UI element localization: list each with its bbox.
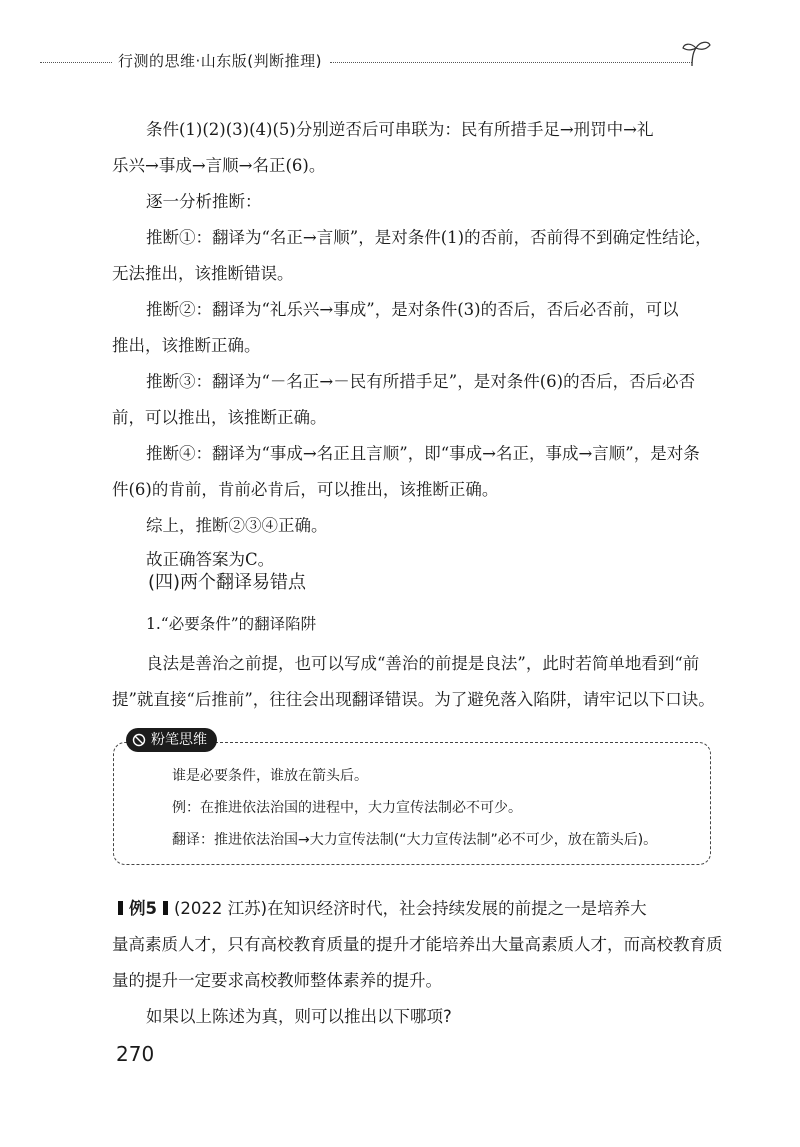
page-number: 270	[116, 1042, 155, 1066]
answer-line: 故正确答案为C。	[146, 550, 275, 569]
paragraph-line: 件(6)的肯前，肯前必肯后，可以推出，该推断正确。	[112, 480, 499, 499]
subsection-heading: 1.“必要条件”的翻译陷阱	[146, 615, 317, 633]
example-header-line	[112, 895, 647, 919]
paragraph-line: 无法推出，该推断错误。	[112, 264, 294, 283]
example-line: 量高素质人才，只有高校教育质量的提升才能培养出大量高素质人才，而高校教育质	[112, 935, 723, 954]
chalk-thinking-label: 粉笔思维	[151, 732, 207, 748]
example-question: 如果以上陈述为真，则可以推出以下哪项?	[146, 1007, 452, 1026]
sprout-icon	[680, 38, 714, 68]
example-label: 例5	[129, 899, 157, 918]
paragraph-line: 乐兴→事成→言顺→名正(6)。	[112, 156, 326, 175]
paragraph-line: 综上，推断②③④正确。	[146, 516, 328, 535]
example-bar-right	[163, 901, 168, 915]
chalk-thinking-tag	[126, 728, 217, 752]
paragraph-line: 条件(1)(2)(3)(4)(5)分别逆否后可串联为：民有所措手足→刑罚中→礼	[146, 120, 654, 139]
paragraph-line: 良法是善治之前提，也可以写成“善治的前提是良法”，此时若简单地看到“前	[146, 654, 700, 673]
paragraph-line: 推断③：翻译为“－名正→－民有所措手足”，是对条件(6)的否后，否后必否	[146, 372, 696, 391]
paragraph-line: 提”就直接“后推前”，往往会出现翻译错误。为了避免落入陷阱，请牢记以下口诀。	[112, 690, 715, 709]
chalk-line: 翻译：推进依法治国→大力宣传法制(“大力宣传法制”必不可少，放在箭头后)。	[172, 832, 658, 848]
header-rule-left	[40, 62, 112, 63]
running-header-title: 行测的思维·山东版(判断推理)	[118, 52, 322, 70]
section-heading: (四)两个翻译易错点	[148, 572, 307, 593]
paragraph-line: 推出，该推断正确。	[112, 336, 261, 355]
paragraph-line: 推断④：翻译为“事成→名正且言顺”，即“事成→名正，事成→言顺”，是对条	[146, 444, 700, 463]
paragraph-line: 推断②：翻译为“礼乐兴→事成”，是对条件(3)的否后，否后必否前，可以	[146, 300, 679, 319]
paragraph-line: 前，可以推出，该推断正确。	[112, 408, 327, 427]
paragraph-line: 推断①：翻译为“名正→言顺”，是对条件(1)的否前，否前得不到确定性结论，	[146, 228, 712, 247]
example-line: 量的提升一定要求高校教师整体素养的提升。	[112, 971, 442, 990]
example-source: (2022 江苏)	[173, 899, 268, 918]
header-rule-right	[330, 62, 692, 63]
chalk-line: 谁是必要条件，谁放在箭头后。	[172, 768, 368, 784]
no-sign-icon	[132, 733, 146, 747]
example-text: 在知识经济时代，社会持续发展的前提之一是培养大	[267, 899, 647, 918]
paragraph-line: 逐一分析推断：	[146, 192, 262, 211]
example-bar-left	[118, 901, 123, 915]
chalk-line: 例：在推进依法治国的进程中，大力宣传法制必不可少。	[172, 800, 522, 816]
